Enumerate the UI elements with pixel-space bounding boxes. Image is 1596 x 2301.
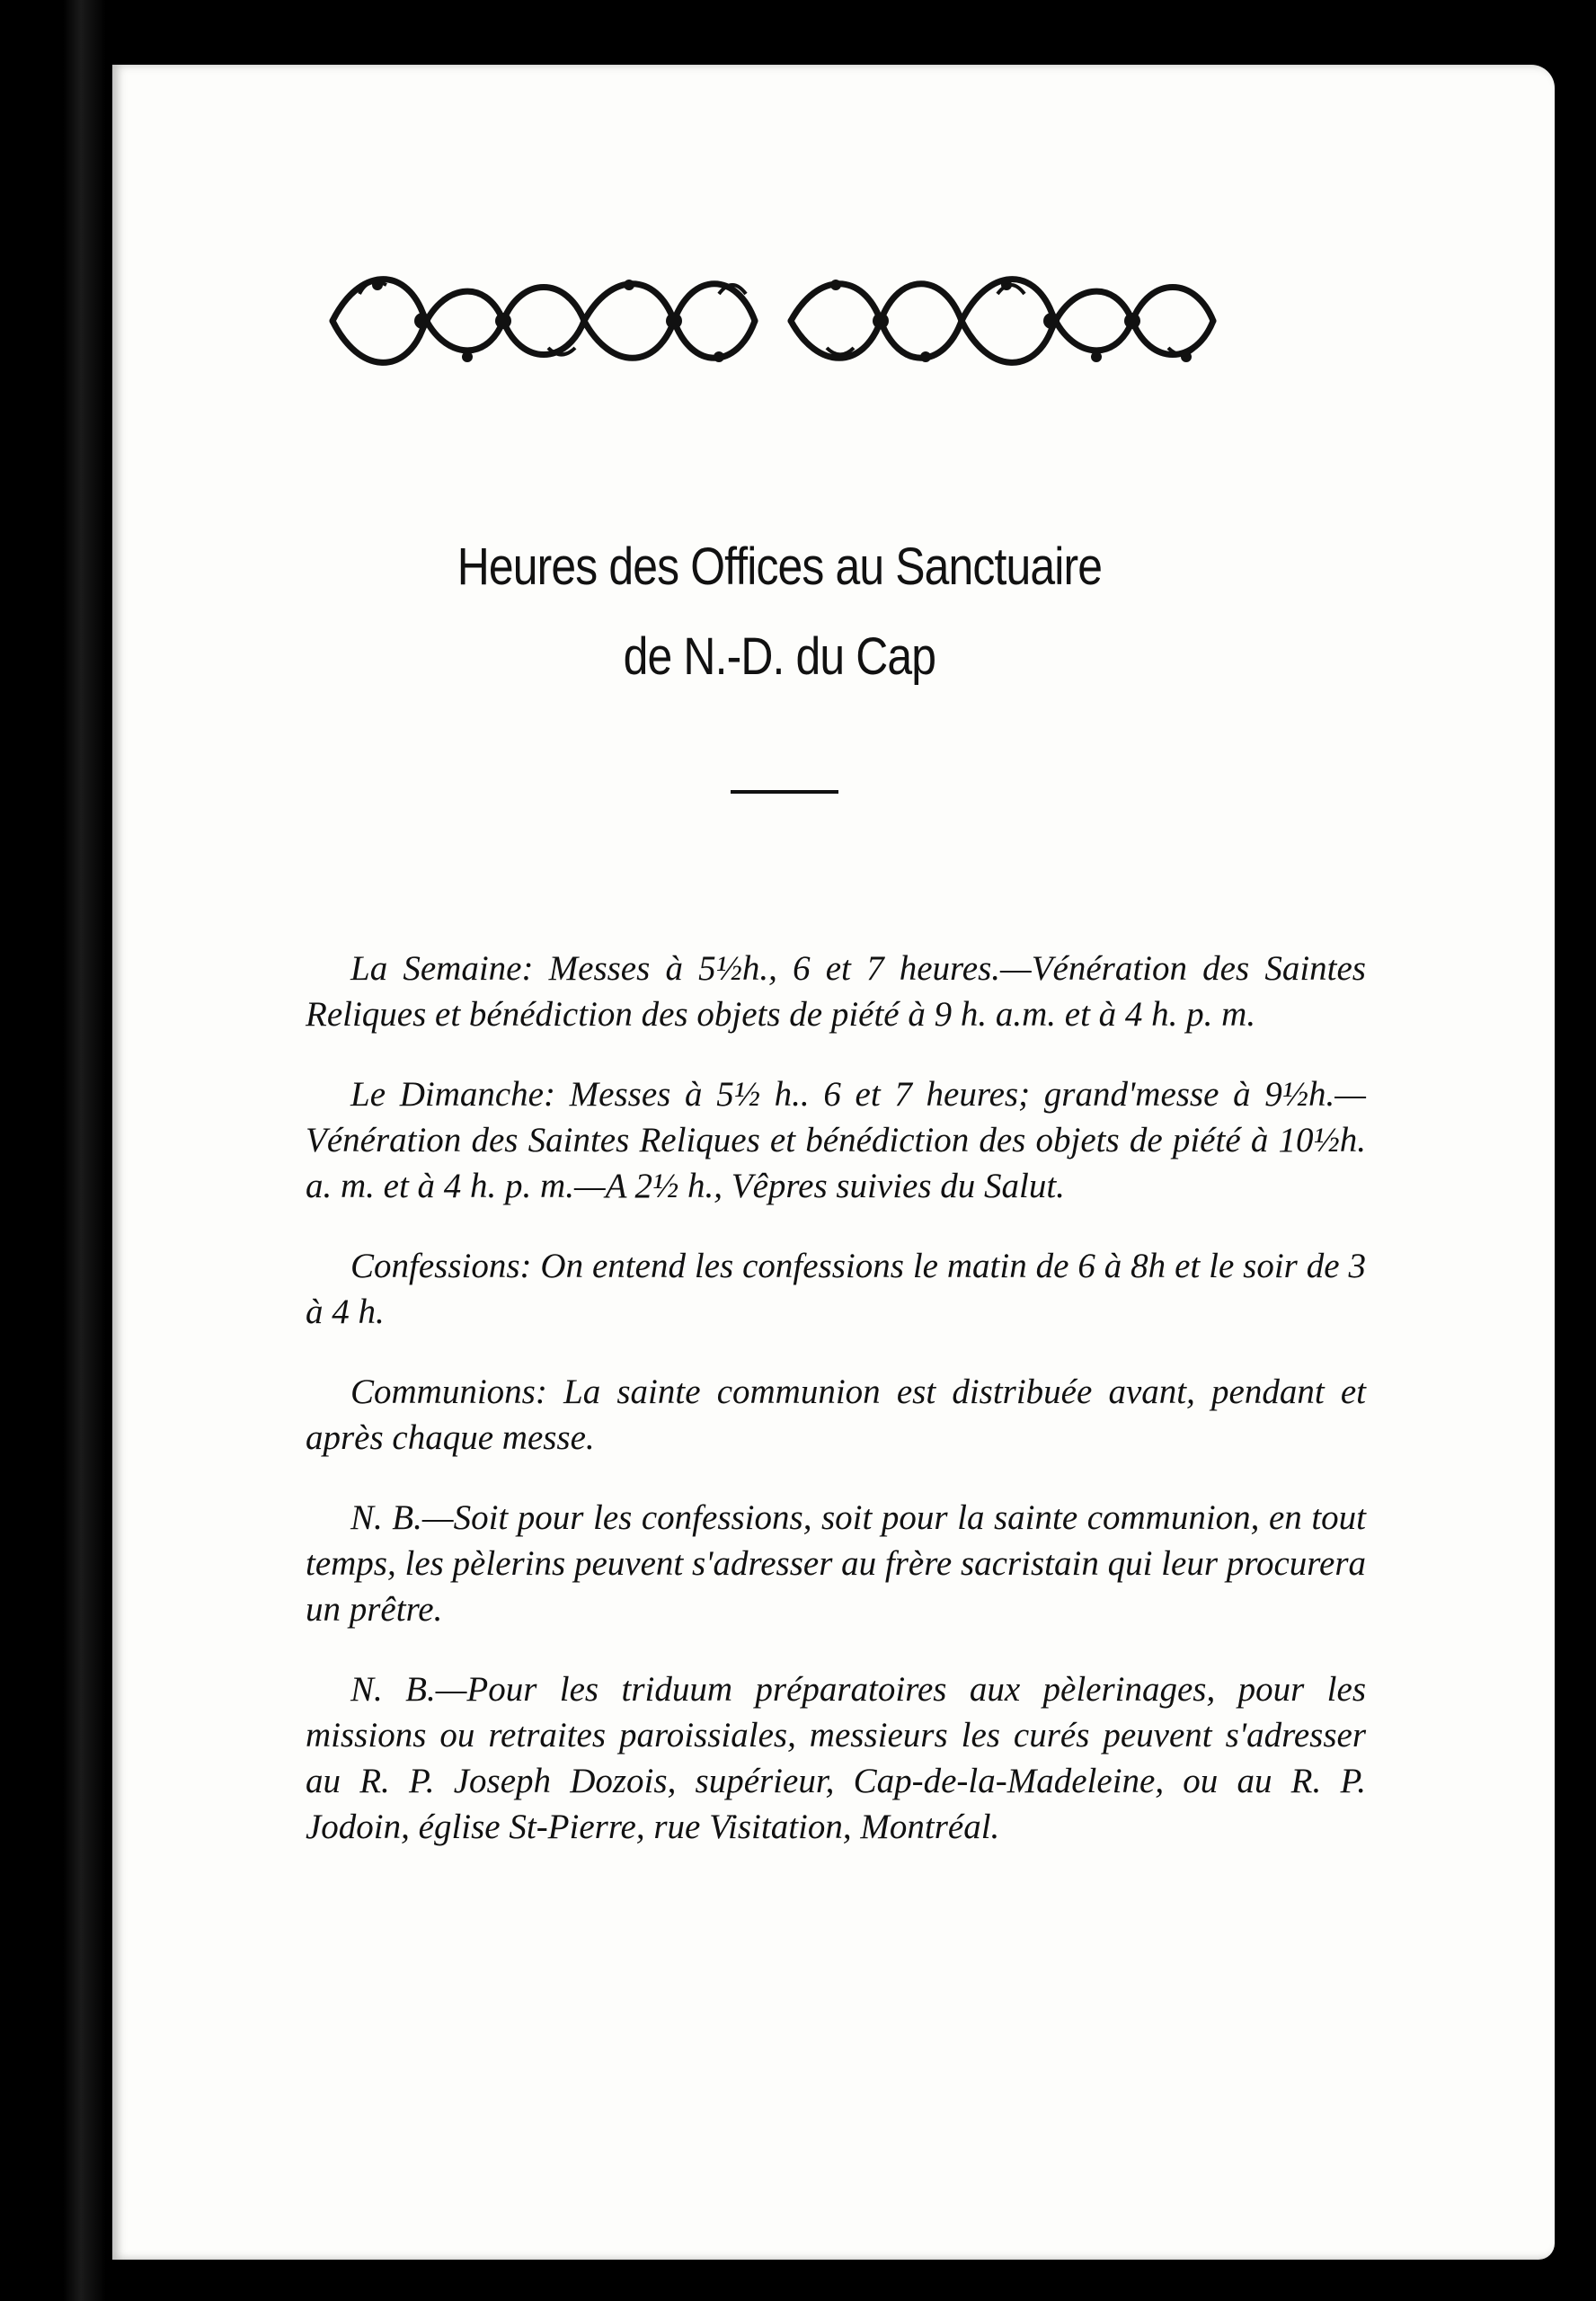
page-title-line-2: de N.-D. du Cap (623, 627, 936, 686)
paragraph-weekdays: La Semaine: Messes à 5½h., 6 et 7 heures.—Vénération des Saintes Reliques et bénédiction des objets de piété à 9 h. a.m. et à 4 h. p. m. (306, 949, 1366, 1034)
book-page (112, 65, 1555, 2260)
paragraph-note-1: N. B.—Soit pour les confessions, soit pour la sainte communion, en tout temps, les pèlerins peuvent s'adresser au frère sacristain qui leur procurera un prêtre. (306, 1498, 1366, 1629)
paragraph-communions: Communions: La sainte communion est distribuée avant, pendant et après chaque messe. (306, 1373, 1366, 1457)
page-title-line-1: Heures des Offices au Sanctuaire (457, 537, 1103, 596)
paragraph-confessions: Confessions: On entend les confessions le matin de 6 à 8h et le soir de 3 à 4 h. (306, 1247, 1366, 1331)
divider-rule (731, 790, 838, 794)
paragraph-sunday: Le Dimanche: Messes à 5½ h.. 6 et 7 heures; grand'messe à 9½h.—Vénération des Saintes Reliques et bénédiction des objets de piété à 10½h. a. m. et à 4 h. p. m.—A 2½ h., Vêpres suivies du Salut. (306, 1075, 1366, 1205)
paragraph-note-2: N. B.—Pour les triduum préparatoires aux pèlerinages, pour les missions ou retraites paroissiales, messieurs les curés peuvent s'adresser au R. P. Joseph Dozois, supérieur, Cap-de-la-Madeleine, ou au R. P. Jodoin, église St-Pierre, rue Visitation, Montréal. (306, 1670, 1367, 1846)
schedule-text (306, 946, 1366, 1884)
decorative-ornament (324, 258, 1222, 384)
book-spine (0, 0, 117, 2301)
